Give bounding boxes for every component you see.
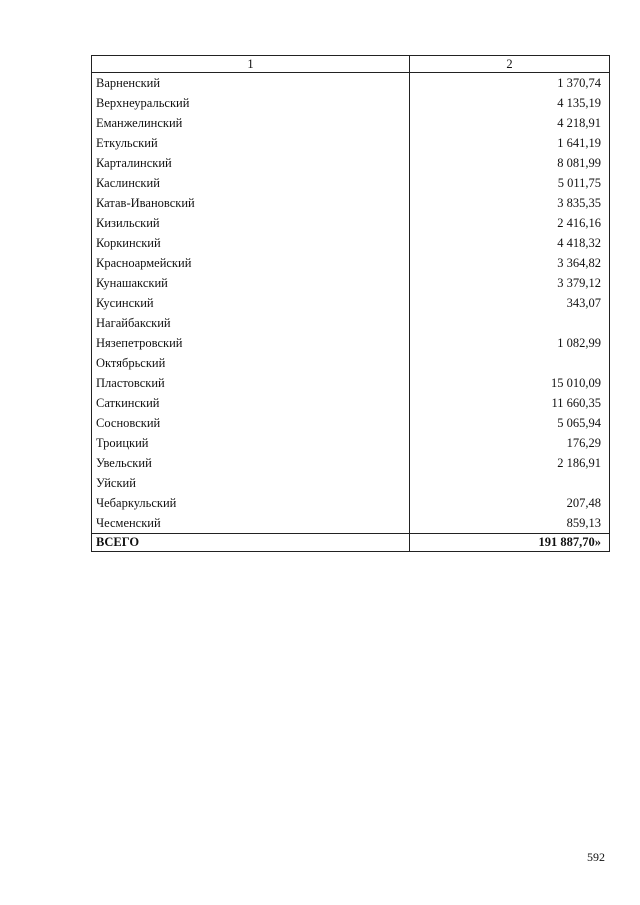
table-row	[92, 473, 610, 493]
district-value: 1 082,99	[410, 333, 610, 353]
district-name: Сосновский	[92, 413, 410, 433]
district-value: 5 011,75	[410, 173, 610, 193]
table-row	[92, 433, 610, 453]
table-row	[92, 293, 610, 313]
district-name: Карталинский	[92, 153, 410, 173]
district-name: Кусинский	[92, 293, 410, 313]
table-row	[92, 313, 610, 333]
district-value	[410, 353, 610, 373]
district-name: Нагайбакский	[92, 313, 410, 333]
district-name: Еткульский	[92, 133, 410, 153]
district-value: 3 835,35	[410, 193, 610, 213]
table-row	[92, 233, 610, 253]
district-name: Кунашакский	[92, 273, 410, 293]
table-row	[92, 413, 610, 433]
district-name: Каслинский	[92, 173, 410, 193]
district-value: 15 010,09	[410, 373, 610, 393]
district-value: 4 418,32	[410, 233, 610, 253]
district-value: 343,07	[410, 293, 610, 313]
table-row	[92, 153, 610, 173]
total-label: ВСЕГО	[92, 534, 410, 552]
total-value: 191 887,70»	[410, 534, 610, 552]
header-row	[92, 56, 610, 73]
district-value	[410, 313, 610, 333]
district-value	[410, 473, 610, 493]
district-name: Чебаркульский	[92, 493, 410, 513]
district-value: 176,29	[410, 433, 610, 453]
district-name: Коркинский	[92, 233, 410, 253]
district-name: Катав-Ивановский	[92, 193, 410, 213]
district-name: Верхнеуральский	[92, 93, 410, 113]
district-name: Саткинский	[92, 393, 410, 413]
table-row	[92, 373, 610, 393]
district-value: 2 186,91	[410, 453, 610, 473]
district-values-table	[91, 55, 610, 552]
table-row	[92, 253, 610, 273]
district-name: Пластовский	[92, 373, 410, 393]
table-body	[92, 73, 610, 534]
column-header-1: 1	[92, 56, 410, 73]
district-value: 1 370,74	[410, 73, 610, 94]
table-row	[92, 333, 610, 353]
district-name: Увельский	[92, 453, 410, 473]
district-name: Кизильский	[92, 213, 410, 233]
table-row	[92, 273, 610, 293]
district-value: 11 660,35	[410, 393, 610, 413]
district-name: Октябрьский	[92, 353, 410, 373]
district-value: 859,13	[410, 513, 610, 534]
table-row	[92, 213, 610, 233]
district-name: Уйский	[92, 473, 410, 493]
table-row	[92, 93, 610, 113]
table-row	[92, 453, 610, 473]
table-row	[92, 513, 610, 534]
district-value: 207,48	[410, 493, 610, 513]
district-value: 4 218,91	[410, 113, 610, 133]
district-name: Нязепетровский	[92, 333, 410, 353]
district-value: 2 416,16	[410, 213, 610, 233]
district-value: 1 641,19	[410, 133, 610, 153]
district-value: 3 379,12	[410, 273, 610, 293]
page-number: 592	[587, 850, 605, 864]
table-row	[92, 393, 610, 413]
district-name: Еманжелинский	[92, 113, 410, 133]
table-row	[92, 73, 610, 94]
column-header-2: 2	[410, 56, 610, 73]
district-name: Троицкий	[92, 433, 410, 453]
district-name: Красноармейский	[92, 253, 410, 273]
table-row	[92, 173, 610, 193]
table-row	[92, 493, 610, 513]
district-value: 5 065,94	[410, 413, 610, 433]
district-value: 8 081,99	[410, 153, 610, 173]
district-name: Чесменский	[92, 513, 410, 534]
total-row	[92, 534, 610, 552]
table-row	[92, 113, 610, 133]
table-row	[92, 193, 610, 213]
district-value: 3 364,82	[410, 253, 610, 273]
district-name: Варненский	[92, 73, 410, 94]
table-row	[92, 353, 610, 373]
table-row	[92, 133, 610, 153]
district-value: 4 135,19	[410, 93, 610, 113]
